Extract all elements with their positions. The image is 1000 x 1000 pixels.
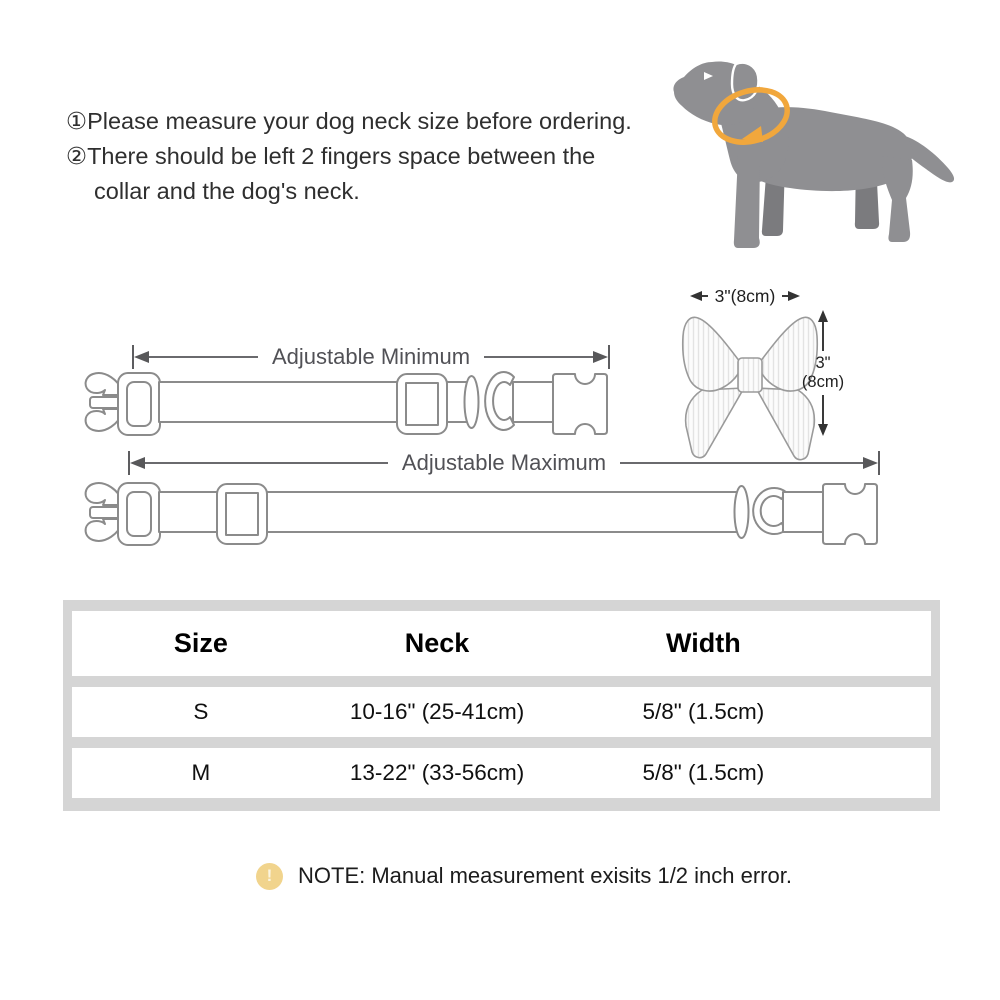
header-neck: Neck xyxy=(404,628,470,658)
collar-maximum-drawing xyxy=(83,478,883,550)
bow-height-inches: 3" xyxy=(815,354,831,372)
bow-height-label xyxy=(802,351,844,395)
bow-height-dimension xyxy=(800,310,846,436)
dog-silhouette xyxy=(650,36,970,276)
cell-neck: 10-16" (25-41cm) xyxy=(349,699,525,724)
bow-left-tail xyxy=(686,388,744,458)
arrow-line xyxy=(620,462,863,464)
arrow-right-head xyxy=(863,457,878,469)
warning-icon: ! xyxy=(256,863,283,890)
instruction-line-1: ①Please measure your dog neck size before ordering. xyxy=(66,108,632,134)
buckle-female-housing xyxy=(553,374,607,434)
arrow-line xyxy=(145,462,388,464)
bow-center-knot xyxy=(738,358,762,392)
strap-keeper xyxy=(735,486,749,538)
buckle-male-slot xyxy=(127,492,151,536)
arrow-line xyxy=(822,322,824,351)
cell-neck: 13-22" (33-56cm) xyxy=(349,760,525,785)
collar-minimum-drawing xyxy=(83,366,613,442)
adjustable-minimum-label: Adjustable Minimum xyxy=(271,344,471,369)
dog-hind-leg xyxy=(882,156,913,242)
adjustable-maximum-label: Adjustable Maximum xyxy=(401,450,607,475)
arrow-line xyxy=(149,356,258,358)
tri-glide-slot xyxy=(406,383,438,425)
arrow-line xyxy=(822,395,824,424)
size-chart-table xyxy=(63,600,940,811)
collar-strap-end xyxy=(783,492,825,532)
dog-front-leg xyxy=(734,156,760,248)
instruction-line-3: collar and the dog's neck. xyxy=(94,178,360,204)
tri-glide-slot xyxy=(226,493,258,535)
buckle-male-slot xyxy=(127,382,151,426)
cell-width: 5/8" (1.5cm) xyxy=(642,760,765,785)
measurement-note xyxy=(256,861,792,891)
bow-width-label: 3"(8cm) xyxy=(714,285,776,306)
d-ring xyxy=(485,372,514,430)
collar-strap-end xyxy=(513,382,557,422)
note-text: NOTE: Manual measurement exisits 1/2 inch error. xyxy=(298,863,792,888)
d-ring xyxy=(753,488,786,534)
header-size: Size xyxy=(173,628,228,658)
table-row xyxy=(72,687,931,737)
cell-size: M xyxy=(191,760,211,785)
arrow-right-head xyxy=(788,291,800,301)
arrow-left-head xyxy=(130,457,145,469)
cell-size: S xyxy=(193,699,209,724)
header-width: Width xyxy=(665,628,741,658)
arrow-up-head xyxy=(818,310,828,322)
instruction-line-2: ②There should be left 2 fingers space between the xyxy=(66,143,596,169)
cell-width: 5/8" (1.5cm) xyxy=(642,699,765,724)
bow-width-dimension xyxy=(690,287,800,305)
arrow-end-bar xyxy=(878,451,880,475)
strap-keeper xyxy=(465,376,479,428)
buckle-female-housing xyxy=(823,484,877,544)
arrow-right-head xyxy=(593,351,608,363)
arrow-left-head xyxy=(134,351,149,363)
table-header-row xyxy=(72,611,931,676)
measuring-instructions xyxy=(66,104,686,209)
arrow-left-head xyxy=(690,291,702,301)
arrow-line xyxy=(484,356,593,358)
adjustable-maximum-dimension xyxy=(128,451,880,475)
arrow-down-head xyxy=(818,424,828,436)
bow-height-cm: (8cm) xyxy=(801,373,845,391)
table-row xyxy=(72,748,931,798)
bow-left-loop xyxy=(683,317,740,391)
